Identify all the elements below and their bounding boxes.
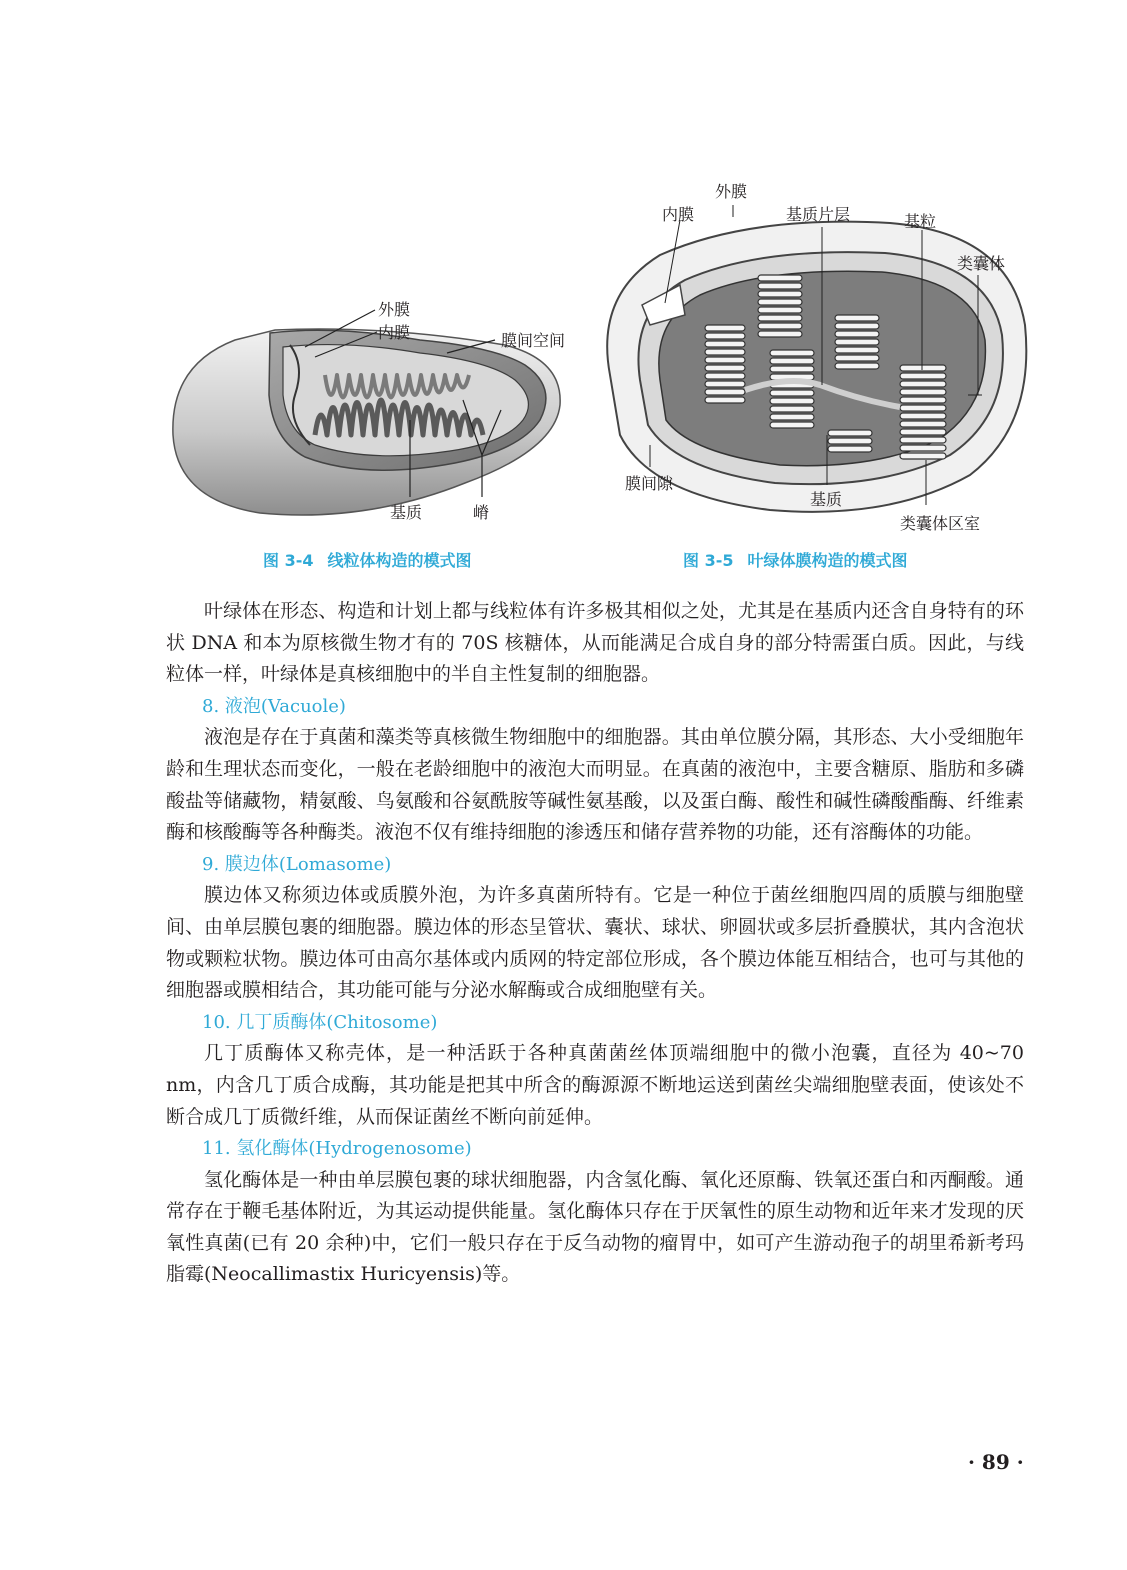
chloroplast-figure — [590, 175, 1040, 540]
label-thylakoid: 类囊体 — [957, 254, 1006, 273]
figure-3-4-caption-text: 线粒体构造的模式图 — [327, 551, 472, 570]
label-matrix: 基质 — [390, 503, 423, 522]
label-inner-membrane: 内膜 — [378, 323, 411, 342]
chloroplast-diagram — [590, 175, 1040, 540]
body-text — [166, 596, 1024, 1291]
heading-chitosome: 10. 几丁质酶体(Chitosome) — [202, 1011, 438, 1033]
paragraph-vacuole: 液泡是存在于真菌和藻类等真核微生物细胞中的细胞器。其由单位膜分隔，其形态、大小受细胞年龄和生理状态而变化，一般在老龄细胞中的液泡大而明显。在真菌的液泡中，主要含糖原、脂肪和多磷酸盐等储藏物，精氨酸、鸟氨酸和谷氨酰胺等碱性氨基酸，以及蛋白酶、酸性和碱性磷酸酯酶、纤维素酶和核酸酶等各种酶类。液泡不仅有维持细胞的渗透压和储存营养物的功能，还有溶酶体的功能。 — [166, 726, 1024, 844]
label-chloroplast-stroma: 基质 — [810, 490, 843, 509]
paragraph-chloroplast: 叶绿体在形态、构造和计划上都与线粒体有许多极其相似之处，尤其是在基质内还含自身特有的环状 DNA 和本为原核微生物才有的 70S 核糖体，从而能满足合成自身的部分特需蛋白质。因此，与线粒体一样，叶绿体是真核细胞中的半自主性复制的细胞器。 — [166, 600, 1024, 686]
paragraph-lomasome: 膜边体又称须边体或质膜外泡，为许多真菌所特有。它是一种位于菌丝细胞四周的质膜与细胞壁间、由单层膜包裹的细胞器。膜边体的形态呈管状、囊状、球状、卵圆状或多层折叠膜状，其内含泡状物或颗粒状物。膜边体可由高尔基体或内质网的特定部位形成，各个膜边体能互相结合，也可与其他的细胞器或膜相结合，其功能可能与分泌水解酶或合成细胞壁有关。 — [166, 884, 1024, 1002]
figure-3-5-caption-number: 图 3-5 — [683, 551, 734, 570]
heading-lomasome: 9. 膜边体(Lomasome) — [202, 853, 392, 875]
label-chloroplast-inner-membrane: 内膜 — [662, 205, 695, 224]
label-granum: 基粒 — [904, 212, 937, 231]
paragraph-chitosome: 几丁质酶体又称壳体，是一种活跃于各种真菌菌丝体顶端细胞中的微小泡囊，直径为 40~70 nm，内含几丁质合成酶，其功能是把其中所含的酶源源不断地运送到菌丝尖端细胞壁表面，使该处不断合成几丁质微纤维，从而保证菌丝不断向前延伸。 — [166, 1042, 1024, 1128]
label-chloroplast-outer-membrane: 外膜 — [715, 182, 748, 201]
label-intermembrane-space: 膜间空间 — [501, 331, 566, 350]
heading-vacuole: 8. 液泡(Vacuole) — [202, 695, 346, 717]
figure-3-5-caption-text: 叶绿体膜构造的模式图 — [747, 551, 908, 570]
figure-3-4-caption-number: 图 3-4 — [263, 551, 314, 570]
heading-hydrogenosome: 11. 氢化酶体(Hydrogenosome) — [202, 1138, 472, 1160]
figure-3-5-caption — [683, 548, 908, 571]
paragraph-hydrogenosome: 氢化酶体是一种由单层膜包裹的球状细胞器，内含氢化酶、氧化还原酶、铁氧还蛋白和丙酮酸。通常存在于鞭毛基体附近，为其运动提供能量。氢化酶体只存在于厌氧性的原生动物和近年来才发现的厌氧性真菌(已有 20 余种)中，它们一般只存在于反刍动物的瘤胃中，如可产生游动孢子的胡里希新考玛脂霉(Neocallimastix Huricyensis)等。 — [166, 1168, 1024, 1286]
mitochondrion-figure — [165, 285, 605, 530]
label-thylakoid-lumen: 类囊体区室 — [900, 514, 981, 533]
page-number: · 89 · — [968, 1450, 1024, 1474]
figure-3-4-caption — [263, 548, 472, 571]
label-crista: 嵴 — [473, 503, 490, 522]
label-outer-membrane: 外膜 — [378, 300, 411, 319]
label-intermembrane-gap: 膜间隙 — [625, 474, 674, 493]
label-stroma-lamella: 基质片层 — [786, 205, 851, 224]
mitochondrion-diagram — [165, 285, 605, 530]
